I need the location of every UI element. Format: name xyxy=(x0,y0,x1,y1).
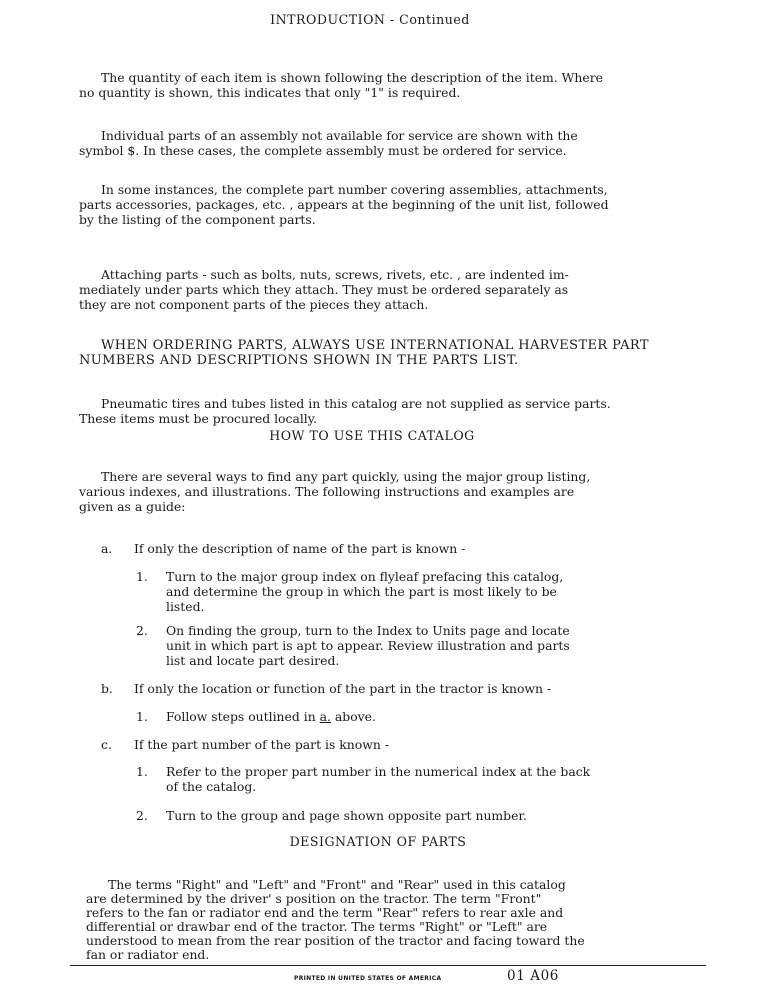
text-line: parts accessories, packages, etc. , appears at the beginning of the unit list, followed xyxy=(79,197,609,212)
text-line: WHEN ORDERING PARTS, ALWAYS USE INTERNATIONAL HARVESTER PART xyxy=(101,338,649,353)
text-line: no quantity is shown, this indicates that only "1" is required. xyxy=(79,85,461,100)
text-line: Refer to the proper part number in the numerical index at the back xyxy=(166,764,591,779)
text-line: unit in which part is apt to appear. Review illustration and parts xyxy=(166,638,570,653)
step-number: 1. xyxy=(136,764,148,779)
text-line: and determine the group in which the part is most likely to be xyxy=(166,584,557,599)
list-item-text: If the part number of the part is known - xyxy=(134,737,389,752)
text-line: list and locate part desired. xyxy=(166,653,340,668)
printed-in-usa-note: PRINTED IN UNITED STATES OF AMERICA xyxy=(294,975,442,982)
text-line: Pneumatic tires and tubes listed in this catalog are not supplied as service parts. xyxy=(101,396,611,411)
step-number: 1. xyxy=(136,709,148,724)
text-line: Attaching parts - such as bolts, nuts, screws, rivets, etc. , are indented im- xyxy=(101,267,569,282)
page-code: 01 A06 xyxy=(507,968,559,984)
step-text: Follow steps outlined in xyxy=(166,709,320,724)
text-line xyxy=(166,709,376,724)
text-line: various indexes, and illustrations. The following instructions and examples are xyxy=(79,484,575,499)
text-line: There are several ways to find any part quickly, using the major group listing, xyxy=(101,469,591,484)
step-number: 2. xyxy=(136,808,148,823)
text-line: are determined by the driver' s position on the tractor. The term "Front" xyxy=(86,891,542,906)
text-line: differential or drawbar end of the tractor. The terms "Right" or "Left" are xyxy=(86,919,548,934)
text-line: understood to mean from the rear position of the tractor and facing toward the xyxy=(86,933,585,948)
step-reference: a. xyxy=(319,709,331,724)
text-line: symbol $. In these cases, the complete assembly must be ordered for service. xyxy=(79,143,567,158)
text-line: NUMBERS AND DESCRIPTIONS SHOWN IN THE PARTS LIST. xyxy=(79,353,519,368)
section-heading-how-to-use: HOW TO USE THIS CATALOG xyxy=(269,428,475,443)
text-line: These items must be procured locally. xyxy=(79,411,318,426)
text-line: fan or radiator end. xyxy=(86,947,210,962)
list-item-text: If only the description of name of the part is known - xyxy=(134,541,466,556)
list-marker: b. xyxy=(101,681,113,696)
text-line: Turn to the major group index on flyleaf prefacing this catalog, xyxy=(166,569,564,584)
text-line: by the listing of the component parts. xyxy=(79,212,316,227)
section-heading-designation: DESIGNATION OF PARTS xyxy=(289,834,467,849)
list-item-text: If only the location or function of the part in the tractor is known - xyxy=(134,681,552,696)
text-line: they are not component parts of the pieces they attach. xyxy=(79,297,429,312)
text-line: On finding the group, turn to the Index to Units page and locate xyxy=(166,623,570,638)
text-line: In some instances, the complete part number covering assemblies, attachments, xyxy=(101,182,608,197)
text-line: mediately under parts which they attach. They must be ordered separately as xyxy=(79,282,569,297)
text-line: given as a guide: xyxy=(79,499,186,514)
footer-rule xyxy=(70,965,706,966)
list-marker: c. xyxy=(101,737,112,752)
text-line: listed. xyxy=(166,599,205,614)
text-line: refers to the fan or radiator end and the term "Rear" refers to rear axle and xyxy=(86,905,564,920)
page-header: INTRODUCTION - Continued xyxy=(270,12,470,27)
step-text: above. xyxy=(330,709,376,724)
text-line: The terms "Right" and "Left" and "Front" and "Rear" used in this catalog xyxy=(108,877,566,892)
text-line: Turn to the group and page shown opposite part number. xyxy=(166,808,527,823)
text-line: of the catalog. xyxy=(166,779,257,794)
text-line: Individual parts of an assembly not available for service are shown with the xyxy=(101,128,578,143)
list-marker: a. xyxy=(101,541,113,556)
step-number: 1. xyxy=(136,569,148,584)
text-line: The quantity of each item is shown following the description of the item. Where xyxy=(101,70,603,85)
step-number: 2. xyxy=(136,623,148,638)
